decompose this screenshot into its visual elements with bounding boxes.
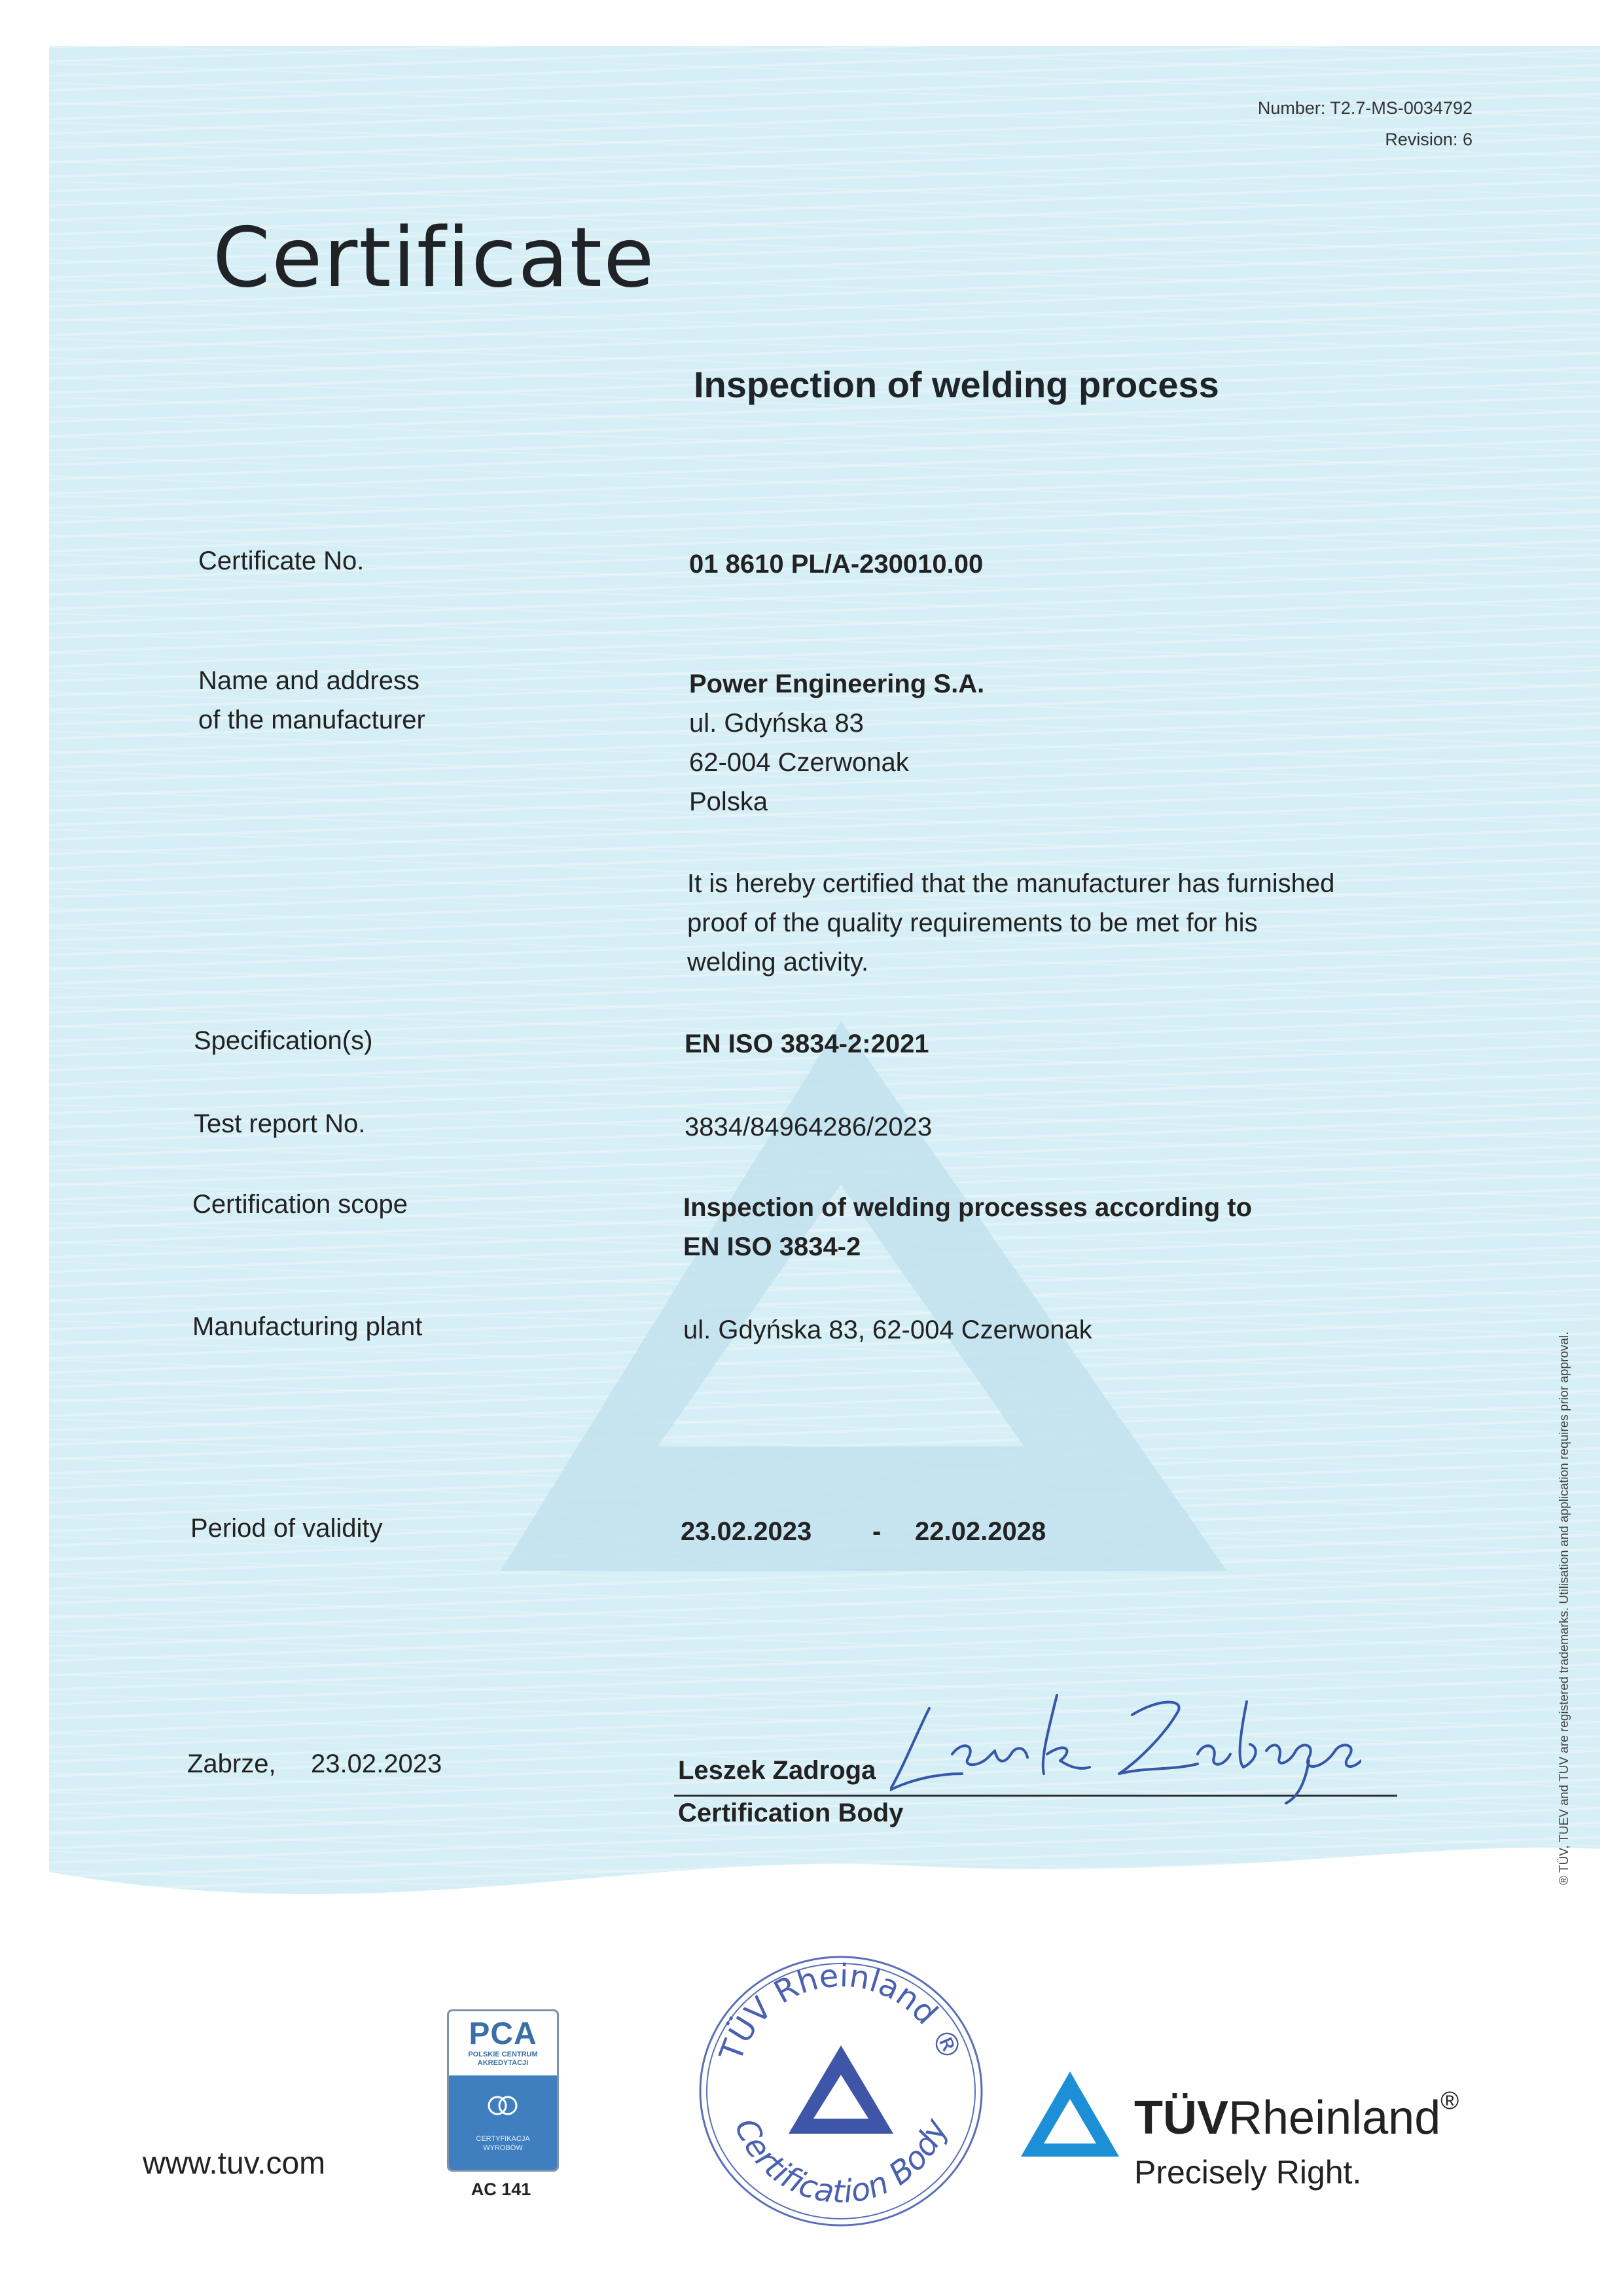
document-revision-label: Revision:: [1385, 130, 1458, 149]
document-number-value: T2.7-MS-0034792: [1330, 98, 1472, 118]
pca-accreditation-badge: [447, 2009, 559, 2172]
manufacturer-name: Power Engineering S.A.: [689, 670, 985, 698]
website-link[interactable]: www.tuv.com: [143, 2146, 326, 2181]
background-wave-edge: [49, 1826, 1600, 1931]
scope-value-line1: Inspection of welding processes according to: [683, 1193, 1253, 1222]
specification-value: EN ISO 3834-2:2021: [685, 1030, 929, 1058]
scope-value-line2: EN ISO 3834-2: [683, 1232, 861, 1261]
specification-label: Specification(s): [194, 1026, 373, 1055]
document-number-label: Number:: [1257, 98, 1326, 118]
manufacturer-label-line2: of the manufacturer: [198, 706, 425, 734]
certificate-background: [49, 46, 1600, 1931]
pca-logo: PCA: [469, 2016, 537, 2051]
issue-date: 23.02.2023: [311, 1749, 442, 1778]
page-subtitle: Inspection of welding process: [694, 364, 1219, 405]
manufacturer-country: Polska: [689, 787, 768, 816]
document-number: [1014, 98, 1472, 118]
brand-tagline: Precisely Right.: [1134, 2154, 1362, 2191]
issue-place: Zabrze,: [187, 1749, 276, 1778]
trademark-side-note: ® TÜV, TUEV and TUV are registered trademarks. Utilisation and application requires prior approval.: [1558, 1331, 1571, 1885]
tuv-rheinland-brand: TÜVRheinland®: [1134, 2087, 1459, 2144]
document-revision: [1014, 130, 1472, 150]
svg-text:Certification Body: Certification Body: [727, 2113, 955, 2211]
pca-accreditation-number: AC 141: [471, 2179, 531, 2199]
test-report-value: 3834/84964286/2023: [685, 1113, 933, 1141]
validity-to: 22.02.2028: [915, 1517, 1046, 1546]
manufacturer-street: ul. Gdyńska 83: [689, 709, 864, 738]
validity-separator: -: [872, 1517, 882, 1546]
scope-label: Certification scope: [192, 1190, 408, 1219]
pca-badge-bottom: [449, 2075, 557, 2170]
test-report-label: Test report No.: [194, 1109, 366, 1138]
document-revision-value: 6: [1462, 130, 1472, 149]
manufacturer-city: 62-004 Czerwonak: [689, 748, 909, 777]
handwritten-signature: [890, 1676, 1361, 1806]
pca-bottom-text: CERTYFIKACJA WYROBÓW: [476, 2135, 530, 2152]
pca-rings-icon: [483, 2087, 522, 2126]
page-title: Certificate: [213, 209, 656, 306]
statement-line2: proof of the quality requirements to be met for his: [687, 908, 1258, 937]
manufacturer-label-line1: Name and address: [198, 666, 419, 695]
statement-line1: It is hereby certified that the manufacturer has furnished: [687, 869, 1335, 898]
tuv-triangle-logo-icon: [1021, 2072, 1119, 2157]
plant-label: Manufacturing plant: [192, 1312, 423, 1341]
stamp-triangle-icon: [789, 2045, 893, 2134]
pca-subtitle: POLSKIE CENTRUM AKREDYTACJI: [468, 2050, 538, 2067]
certificate-no-label: Certificate No.: [198, 547, 365, 575]
validity-label: Period of validity: [190, 1514, 383, 1543]
signatory-role: Certification Body: [678, 1799, 904, 1827]
svg-text:TÜV Rheinland ®: TÜV Rheinland ®: [712, 1957, 970, 2066]
certificate-no-value: 01 8610 PL/A-230010.00: [689, 550, 984, 579]
validity-from: 23.02.2023: [681, 1517, 812, 1546]
statement-line3: welding activity.: [687, 948, 869, 977]
tuv-triangle-watermark: [501, 1021, 1227, 1571]
signatory-name: Leszek Zadroga: [678, 1756, 876, 1785]
tuv-certification-stamp: [690, 1950, 991, 2232]
plant-value: ul. Gdyńska 83, 62-004 Czerwonak: [683, 1316, 1092, 1344]
